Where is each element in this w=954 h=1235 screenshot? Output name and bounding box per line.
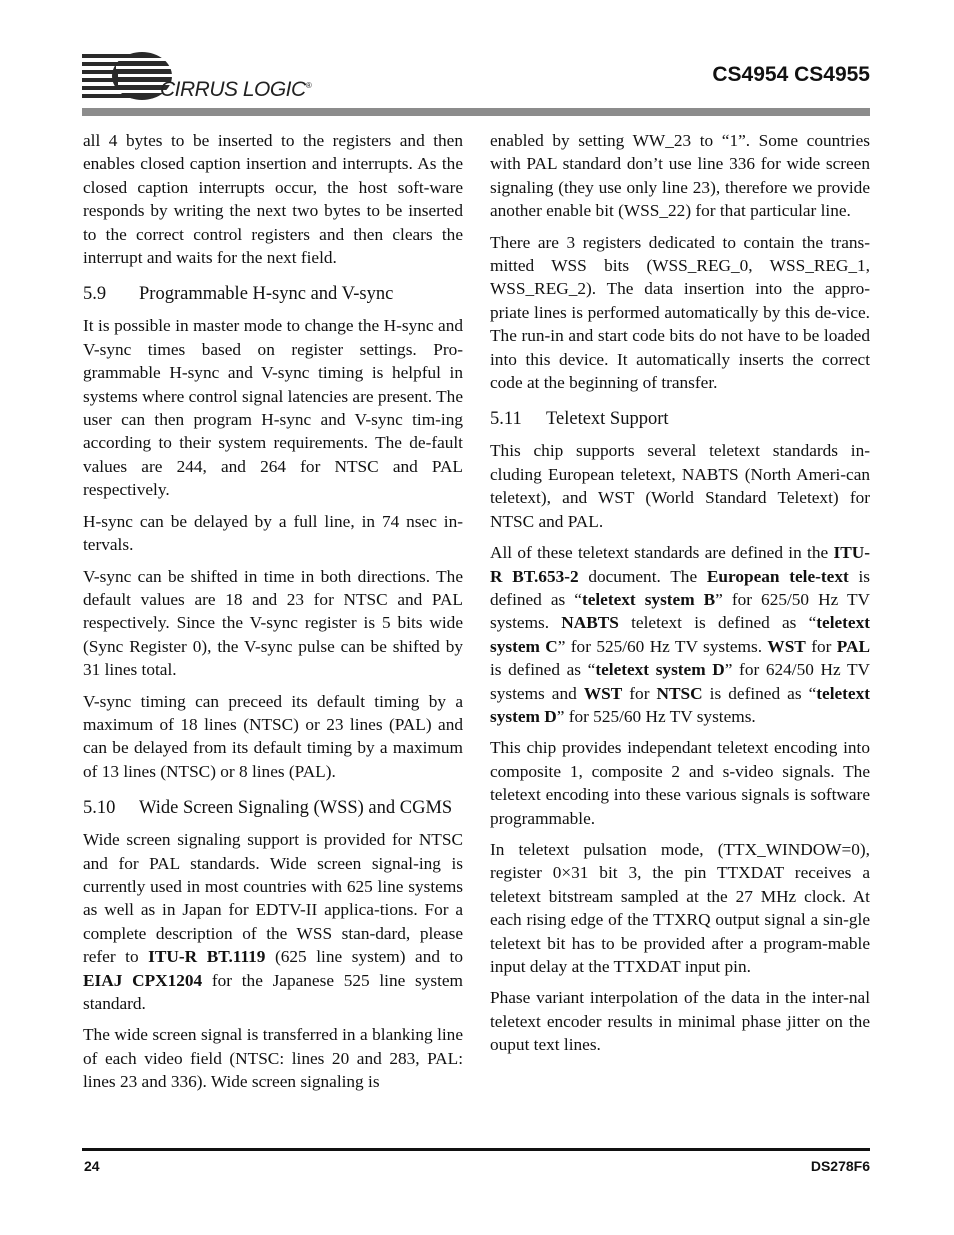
paragraph: V-sync timing can preceed its default timing by a maximum of 18 lines (NTSC) or 23 lines (PAL) and can be delayed from its default timing by a maximum of 13 lines (NTSC) or 8 lines (PAL). — [83, 691, 463, 781]
paragraph: H-sync can be delayed by a full line, in 74 nsec in-tervals. — [83, 511, 463, 555]
document-title: CS4954 CS4955 — [712, 63, 870, 86]
paragraph: This chip provides independant teletext encoding into composite 1, composite 2 and s-video signals. The teletext encoding into these various signals is software programmable. — [490, 738, 870, 828]
paragraph: Phase variant interpolation of the data in the inter-nal teletext encoder results in minimal phase jitter on the ouput text lines. — [490, 988, 870, 1055]
section-title: Wide Screen Signaling (WSS) and CGMS — [139, 798, 453, 819]
section-title: Teletext Support — [546, 409, 669, 430]
footer-divider — [82, 1148, 870, 1151]
section-number: 5.11 — [490, 409, 522, 430]
paragraph: all 4 bytes to be inserted to the registers and then enables closed caption insertion and interrupts. As the closed caption interrupts occur, the host soft-ware responds by writing the next two bytes to be inserted to the correct control registers and then clears the interrupt and waits for the next field. — [83, 131, 463, 268]
section-heading-5-10 — [83, 797, 463, 820]
left-column — [83, 129, 463, 1102]
document-code: DS278F6 — [810, 1158, 870, 1174]
paragraph: enabled by setting WW_23 to “1”. Some countries with PAL standard don’t use line 336 for wide screen signaling (they use only line 23), therefore we provide another enable bit (WSS_22) for that particular line. — [490, 131, 870, 221]
paragraph: The wide screen signal is transferred in a blanking line of each video field (NTSC: lines 20 and 283, PAL: lines 23 and 336). Wide screen signaling is — [83, 1025, 463, 1092]
paragraph: Wide screen signaling support is provided for NTSC and for PAL standards. Wide screen signal-ing is currently used in most countries with 625 line systems as well as in Japan for EDTV-II applica-tions. For a complete description of the WSS stan-dard, please refer to ITU-R BT.1119 (625 line system) and to EIAJ CPX1204 for the Japanese 525 line system standard. — [83, 830, 463, 1013]
logo-wordmark: CIRRUS LOGIC® — [160, 78, 312, 101]
section-heading-5-9 — [83, 283, 463, 306]
paragraph: In teletext pulsation mode, (TTX_WINDOW=0), register 0×31 bit 3, the pin TTXDAT receives a teletext bitstream sampled at the 27 MHz clock. At each rising edge of the TTXRQ output signal a sin-gle teletext bit has to be provided after a program-mable input delay at the TTXDAT input pin. — [490, 839, 870, 976]
paragraph: It is possible in master mode to change the H-sync and V-sync times based on register settings. Pro-grammable H-sync and V-sync timing is helpful in systems where control signal latencies are present. The user can then program H-sync and V-sync tim-ing according to their system requirements. The de-fault values are 244, and 264 for NTSC and PAL respectively. — [83, 316, 463, 500]
page-header — [0, 0, 954, 120]
paragraph: All of these teletext standards are defined in the ITU-R BT.653-2 document. The European tele-text is defined as “teletext system B” for 625/50 Hz TV systems. NABTS teletext is defined as “teletext system C” for 525/60 Hz TV systems. WST for PAL is defined as “teletext system D” for 624/50 Hz TV systems and WST for NTSC is defined as “teletext system D” for 525/60 Hz TV systems. — [490, 543, 871, 726]
paragraph: There are 3 registers dedicated to contain the trans-mitted WSS bits (WSS_REG_0, WSS_REG_1, WSS_REG_2). The data insertion into the appro-priate lines is performed automatically by this de-vice. The run-in and start code bits do not have to be loaded into this device. It automatically inserts the correct code at the beginning of transfer. — [490, 232, 870, 393]
section-number: 5.9 — [83, 284, 107, 305]
paragraph: This chip supports several teletext standards in-cluding European teletext, NABTS (North Ameri-can teletext), and WST (World Standard Teletext) for NTSC and PAL. — [490, 441, 870, 531]
section-title: Programmable H-sync and V-sync — [139, 284, 394, 305]
section-heading-5-11 — [490, 408, 870, 431]
paragraph: V-sync can be shifted in time in both directions. The default values are 18 and 23 for NTSC and PAL respectively. Since the V-sync register is 5 bits wide (Sync Register 0), the V-sync pulse can be shifted by 31 lines total. — [83, 566, 463, 680]
header-divider — [82, 108, 870, 116]
section-number: 5.10 — [83, 798, 116, 819]
right-column — [490, 129, 870, 1065]
page-number: 24 — [84, 1158, 100, 1174]
